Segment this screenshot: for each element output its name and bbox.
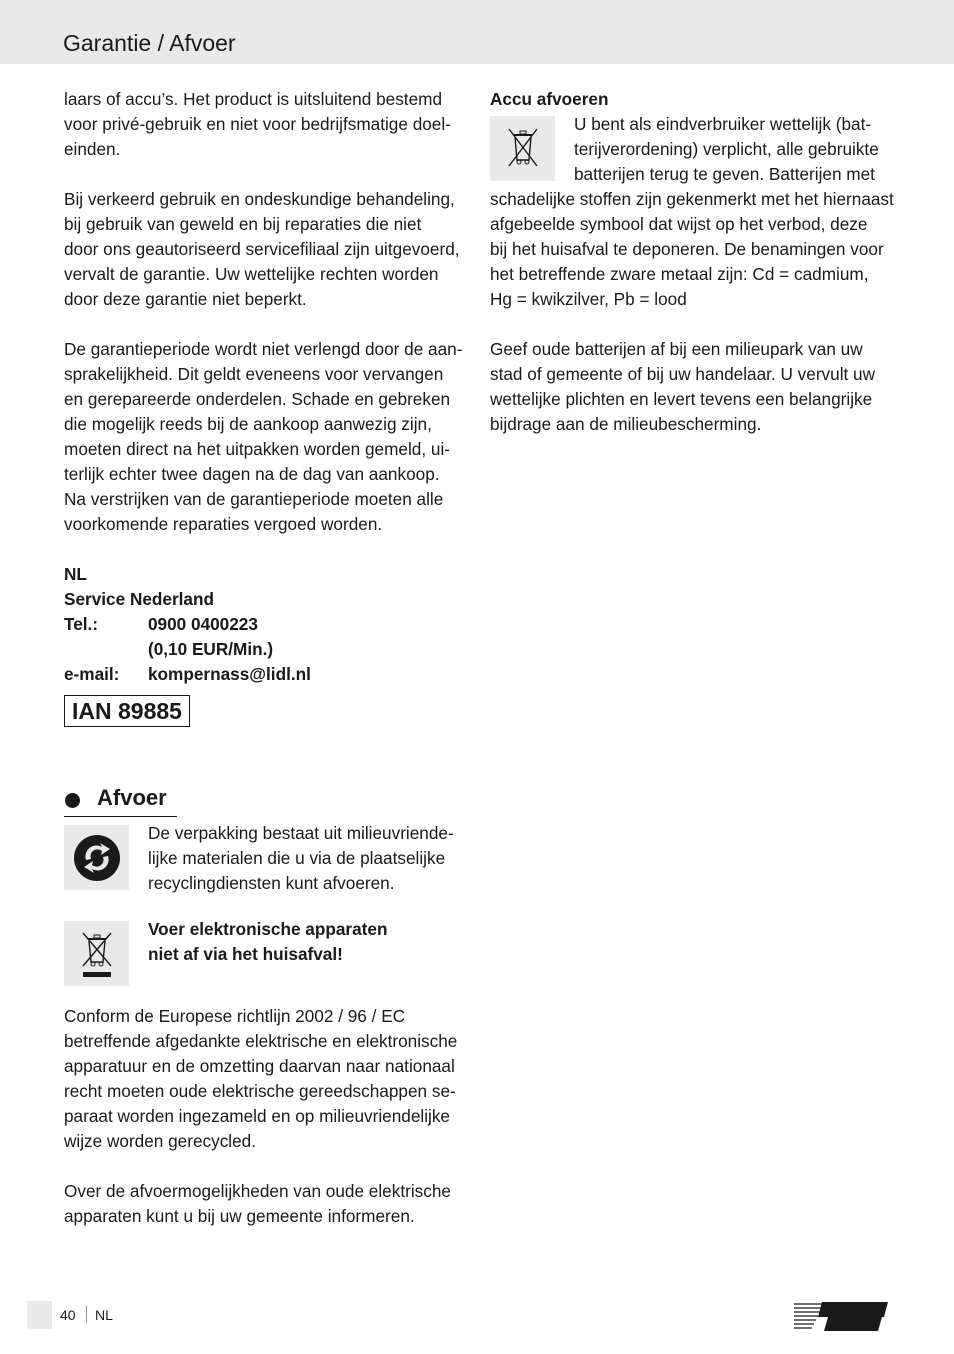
warranty-paragraph-2: Bij verkeerd gebruik en ondeskundige behandeling, bij gebruik van geweld en bij reparaties die niet door ons geautoriseerd servicefiliaal zijn uitgevoerd, vervalt de garantie. Uw wettelijke rechten worden door deze garantie niet beperkt. [64,189,460,309]
afvoer-section-heading [64,782,177,817]
email-label: e-mail: [64,664,120,684]
green-dot-icon [64,825,129,890]
accu-paragraph-2: Geef oude batterijen af bij een milieupark van uw stad of gemeente of bij uw handelaar. U vervult uw wettelijke plichten en levert tevens een belangrijke bijdrage aan de milieubescherming. [490,339,876,434]
bullet-icon [65,793,80,808]
service-contact [64,562,468,687]
contact-email-row [64,662,468,687]
weee-info-paragraph: Over de afvoermogelijkheden van oude elektrische apparaten kunt u bij uw gemeente informeren. [64,1181,451,1226]
ian-number: IAN 89885 [64,695,190,727]
warranty-paragraph-3: De garantieperiode wordt niet verlengd door de aan- sprakelijkheid. Dit geldt eveneens voor vervangen en gerepareerde onderdelen. Schade en gebreken die mogelijk reeds bij de aankoop aanwezig zijn, moeten direct na het uitpakken worden gemeld, ui- terlijk echter twee dagen na de dag van aankoop. Na verstrijken van de garantieperiode moeten alle voorkomende reparaties vergoed worden. [64,339,463,534]
accu-heading: Accu afvoeren [490,89,609,109]
weee-paragraph: Conform de Europese richtlijn 2002 / 96 / EC betreffende afgedankte elektrische en elektronische apparatuur en de omzetting daarvan naar nationaal recht moeten oude elektrische gereedschappen se- paraat worden ingezameld en op milieuvriendelijke wijze worden gerecycled. [64,1006,458,1151]
page-number: 40 [60,1307,76,1323]
recycle-row [64,825,468,896]
contact-country: NL [64,564,87,584]
contact-cost-row [64,637,468,662]
tel-label: Tel.: [64,614,99,634]
footer-divider [86,1306,87,1323]
tel-value: 0900 0400223 [148,614,258,634]
accu-block [490,112,894,312]
page-language: NL [95,1307,113,1323]
contact-tel-row [64,612,468,637]
accu-paragraph-1: U bent als eindverbruiker wettelijk (bat- terijverordening) verplicht, alle gebruikte batterijen terug te geven. Batterijen met schadelijke stoffen zijn gekenmerkt met het hiernaast afgebeelde symbool dat wijst op het verbod, deze bij het huisafval te deponeren. De benamingen voor het betreffende zware metaal zijn: Cd = cadmium, Hg = kwikzilver, Pb = lood [490,114,894,309]
footer-box [27,1301,52,1329]
section-title: Afvoer [97,785,167,810]
ultimate-speed-logo [792,1300,892,1334]
email-value: kompernass@lidl.nl [148,664,311,684]
crossed-bin-icon [64,921,129,986]
tel-cost: (0,10 EUR/Min.) [148,639,274,659]
weee-warning: Voer elektronische apparaten niet af via het huisafval! [148,919,388,964]
left-column [64,87,468,1229]
weee-row [64,921,468,986]
right-column [490,87,894,437]
recycle-text: De verpakking bestaat uit milieuvriende- lijke materialen die u via de plaatselijke recyclingdiensten kunt afvoeren. [148,823,454,893]
page-header [0,0,954,64]
crossed-bin-icon [490,116,555,181]
contact-service: Service Nederland [64,589,214,609]
warranty-paragraph-1: laars of accu’s. Het product is uitsluitend bestemd voor privé-gebruik en niet voor bedrijfsmatige doel- einden. [64,89,451,159]
page-title: Garantie / Afvoer [63,30,236,56]
